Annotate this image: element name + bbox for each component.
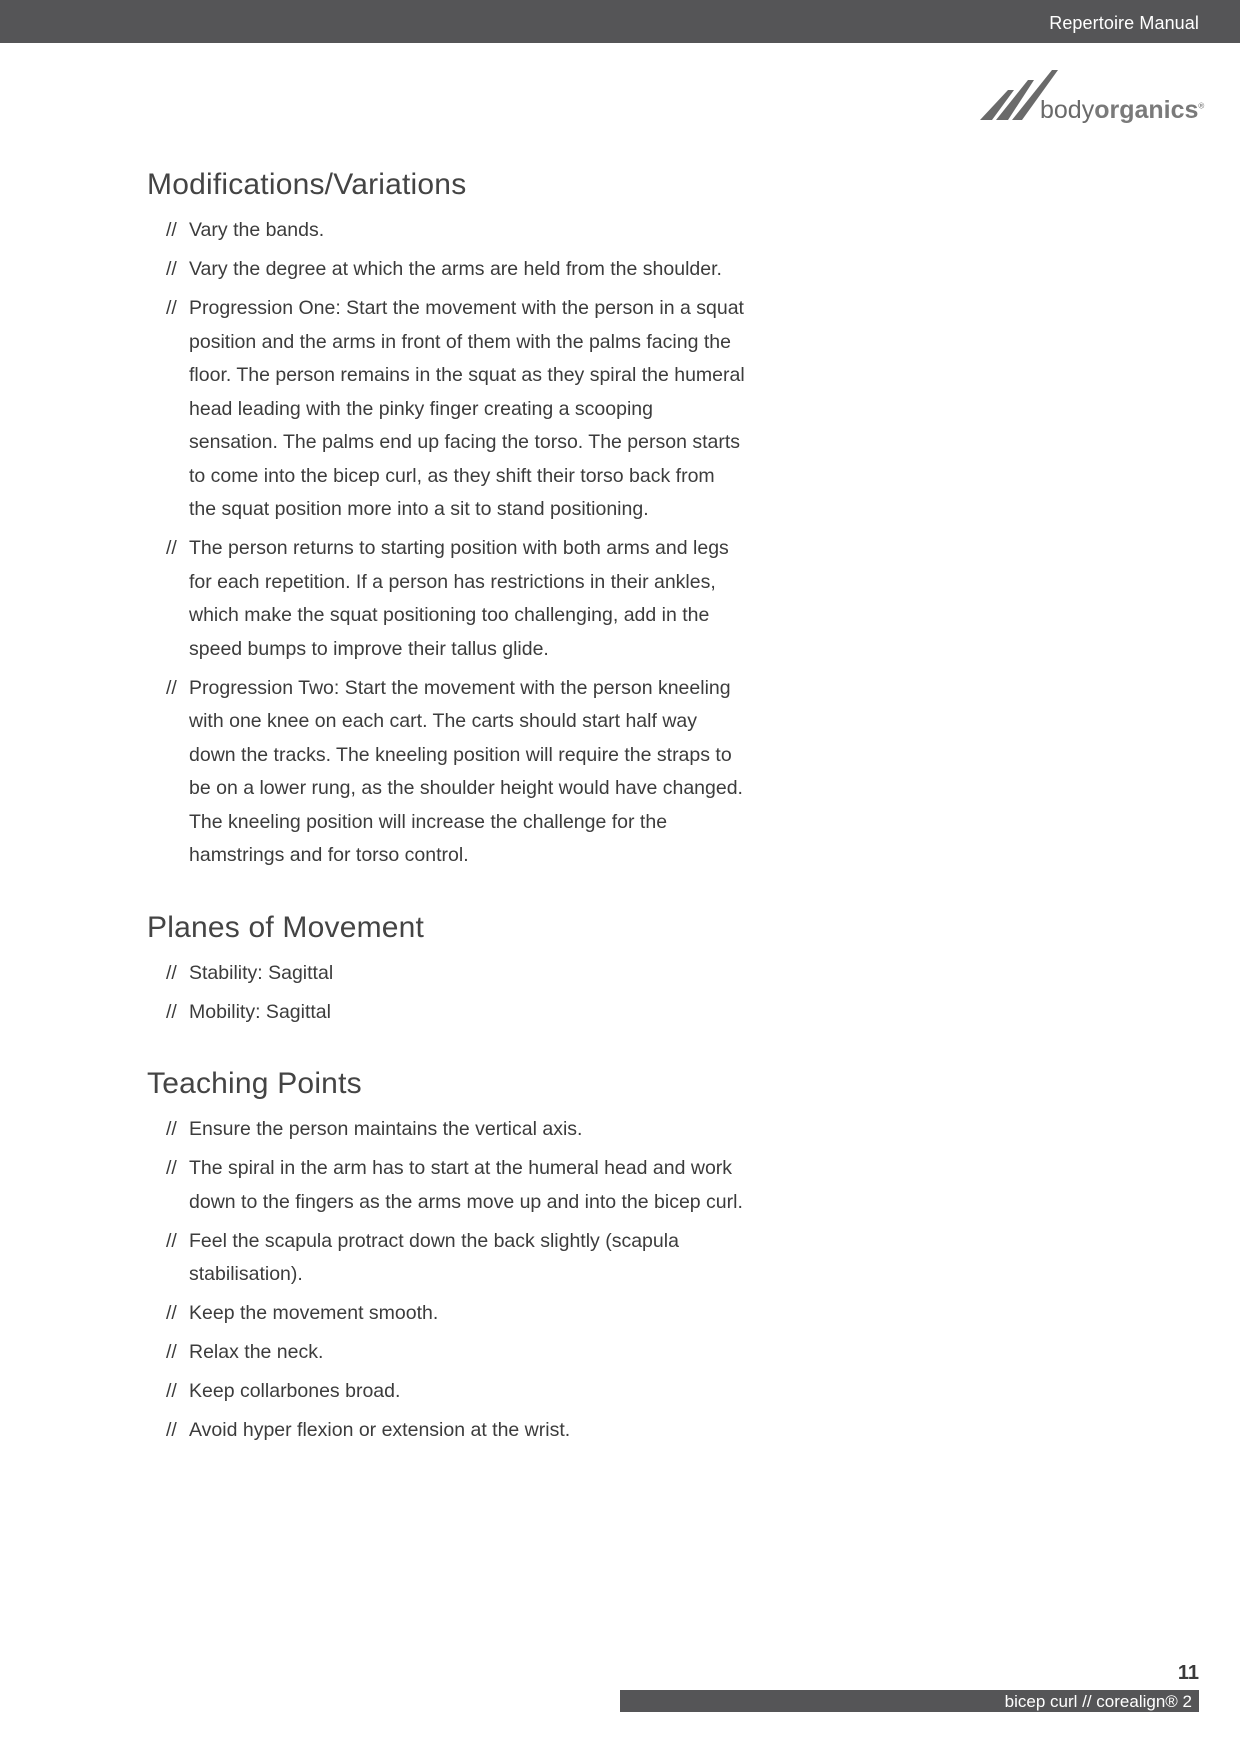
- list-item-text: Vary the bands.: [189, 219, 325, 241]
- list-item-text: Relax the neck.: [189, 1341, 324, 1363]
- section-teaching-points: [147, 1065, 747, 1448]
- list-item: [147, 1113, 747, 1147]
- list-item: [147, 672, 747, 873]
- logo-word-organics: organics: [1094, 96, 1199, 124]
- bullet-marker: //: [166, 1341, 177, 1363]
- logo-wordmark: [1040, 96, 1204, 125]
- bullet-marker: //: [166, 1118, 177, 1140]
- list-item-text: Keep collarbones broad.: [189, 1380, 401, 1402]
- section-modifications: [147, 166, 747, 873]
- main-content: [147, 166, 747, 1453]
- list-item-text: Avoid hyper flexion or extension at the wrist.: [189, 1419, 571, 1441]
- bullet-marker: //: [166, 1157, 177, 1179]
- list-item-text: Stability: Sagittal: [189, 961, 334, 984]
- list-item-text: The person returns to starting position with both arms and legs for each repetition. If a person has restrictions in their ankles, which make the squat positioning too challenging, add in the speed bumps to improve their tallus glide.: [189, 537, 729, 660]
- list-item: [147, 1336, 747, 1370]
- bullet-marker: //: [166, 258, 177, 280]
- list-item-text: Progression One: Start the movement with the person in a squat position and the arms in front of them with the palms facing the floor. The person remains in the squat as they spiral the humeral head leading with the pinky finger creating a scooping sensation. The palms end up facing the torso. The person starts to come into the bicep curl, as they shift their torso back from the squat position more into a sit to stand positioning.: [189, 297, 745, 520]
- section-heading: Planes of Movement: [147, 910, 425, 944]
- list-item-text: Progression Two: Start the movement with the person kneeling with one knee on each cart. The carts should start half way down the tracks. The kneeling position will require the straps to be on a lower rung, as the shoulder height would have changed. The kneeling position will increase the challenge for the hamstrings and for torso control.: [189, 676, 743, 866]
- list-item: [147, 957, 747, 991]
- page-number: 11: [1177, 1662, 1199, 1684]
- list-item: [147, 1152, 747, 1219]
- list-item: [147, 1225, 747, 1292]
- logo-word-body: body: [1040, 96, 1095, 124]
- footer-text: bicep curl // corealign® 2: [1004, 1692, 1192, 1711]
- header-bar: [0, 0, 1240, 43]
- list-item: [147, 1414, 747, 1448]
- bullet-marker: //: [166, 1419, 177, 1441]
- bullet-marker: //: [166, 537, 177, 559]
- list-item-text: Vary the degree at which the arms are held from the shoulder.: [189, 258, 722, 280]
- list-item: [147, 1375, 747, 1409]
- list-item-text: Feel the scapula protract down the back slightly (scapula stabilisation).: [189, 1229, 679, 1285]
- list-item: [147, 253, 747, 287]
- logo-registered-mark: ®: [1198, 101, 1205, 111]
- list-item-text: Keep the movement smooth.: [189, 1302, 439, 1324]
- bullet-marker: //: [166, 1229, 177, 1252]
- bullet-marker: //: [166, 676, 177, 699]
- footer-bar: [620, 1690, 1199, 1712]
- section-heading: Teaching Points: [147, 1067, 362, 1100]
- list-item: [147, 996, 747, 1030]
- bullet-marker: //: [166, 1380, 177, 1402]
- bullet-marker: //: [166, 961, 177, 984]
- section-planes-of-movement: [147, 909, 747, 1030]
- bullet-marker: //: [166, 297, 177, 319]
- list-item: [147, 292, 747, 527]
- bullet-list: [147, 214, 747, 873]
- section-heading: Modifications/Variations: [147, 168, 467, 201]
- list-item-text: Ensure the person maintains the vertical axis.: [189, 1118, 583, 1140]
- header-title: Repertoire Manual: [1049, 13, 1199, 33]
- list-item: [147, 1297, 747, 1331]
- list-item: [147, 532, 747, 666]
- bullet-marker: //: [166, 1302, 177, 1324]
- brand-logo: [978, 68, 1205, 124]
- list-item-text: Mobility: Sagittal: [189, 1000, 331, 1023]
- bullet-list: [147, 1113, 747, 1448]
- bullet-marker: //: [166, 219, 177, 241]
- bullet-marker: //: [166, 1000, 177, 1023]
- list-item: [147, 214, 747, 248]
- list-item-text: The spiral in the arm has to start at the humeral head and work down to the fingers as the arms move up and into the bicep curl.: [189, 1157, 743, 1213]
- bullet-list: [147, 957, 747, 1030]
